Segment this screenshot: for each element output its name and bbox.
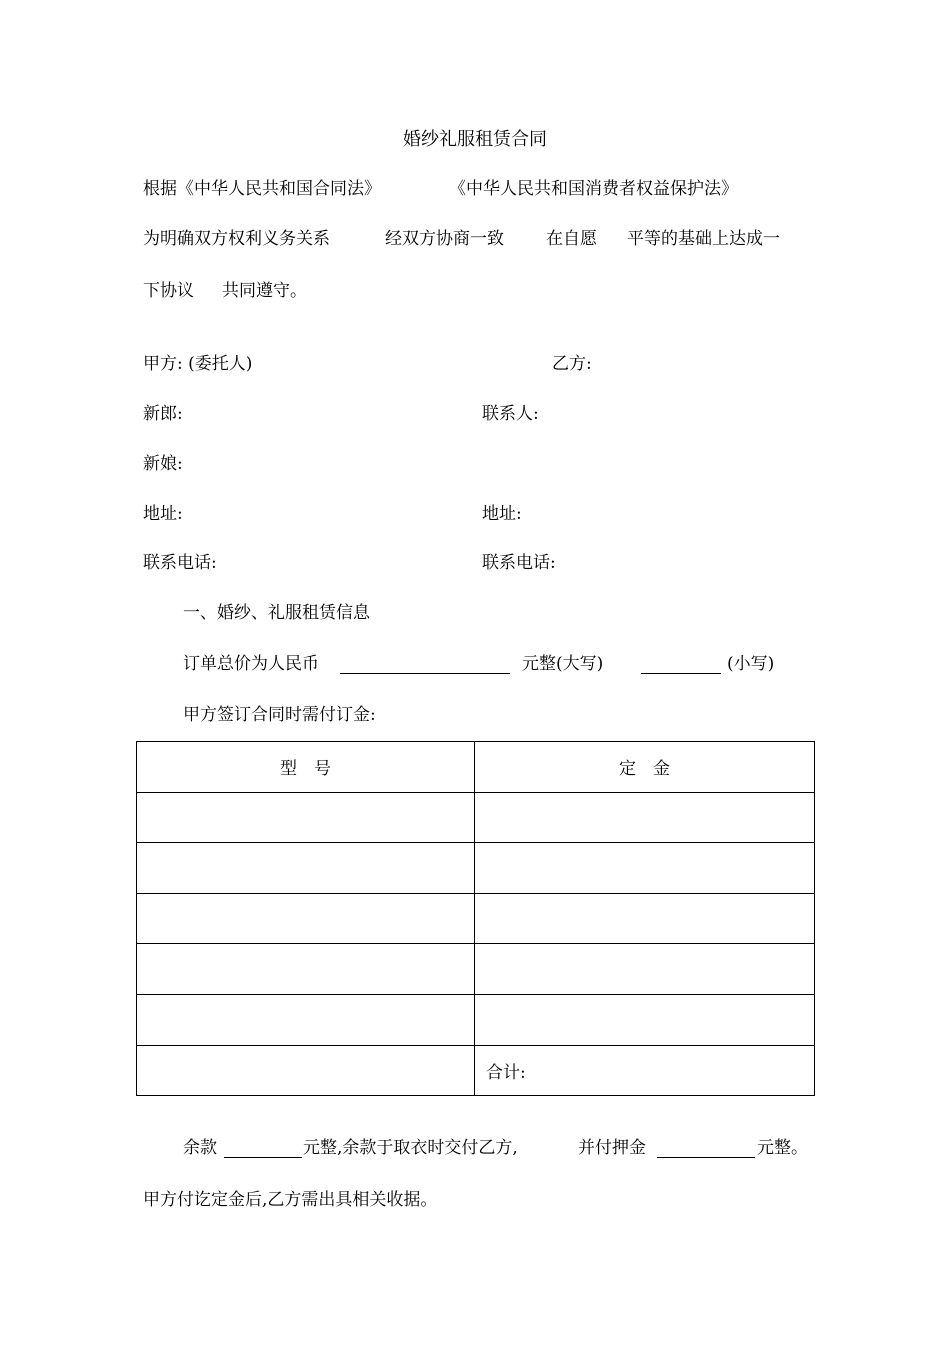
party-a-phone-label: 联系电话:	[143, 553, 217, 573]
model-cell[interactable]	[137, 994, 475, 1045]
section1-heading: 一、婚纱、礼服租赁信息	[183, 603, 370, 623]
model-cell[interactable]	[137, 792, 475, 843]
model-cell[interactable]	[137, 843, 475, 894]
deposit-cell[interactable]	[475, 792, 815, 843]
preamble-line2-a: 为明确双方权利义务关系	[143, 229, 330, 249]
security-deposit-blank	[657, 1142, 755, 1158]
party-b-address-label: 地址:	[482, 504, 522, 524]
deposit-table	[136, 741, 815, 1096]
closing-line: 甲方付讫定金后,乙方需出具相关收据。	[143, 1190, 438, 1210]
order-total-uppercase-blank	[340, 658, 510, 674]
party-b-label: 乙方:	[552, 354, 592, 374]
table-row	[137, 994, 815, 1045]
preamble-line3-a: 下协议	[143, 281, 194, 301]
preamble-line2-c: 在自愿	[546, 229, 597, 249]
preamble-line1-b: 《中华人民共和国消费者权益保护法》	[449, 179, 738, 199]
order-total-prefix: 订单总价为人民币	[183, 654, 319, 674]
security-deposit-suffix: 元整。	[757, 1138, 808, 1158]
balance-prefix: 余款	[183, 1138, 217, 1158]
table-total-row	[137, 1045, 815, 1096]
deposit-cell[interactable]	[475, 994, 815, 1045]
total-cell: 合计:	[475, 1045, 815, 1096]
preamble-line2-b: 经双方协商一致	[385, 229, 504, 249]
contact-person-label: 联系人:	[482, 404, 539, 424]
deposit-header: 定 金	[475, 742, 815, 793]
security-deposit-prefix: 并付押金	[578, 1138, 646, 1158]
table-row	[137, 944, 815, 995]
bride-label: 新娘:	[143, 454, 183, 474]
party-a-address-label: 地址:	[143, 504, 183, 524]
deposit-cell[interactable]	[475, 944, 815, 995]
balance-amount-blank	[224, 1142, 302, 1158]
balance-mid: 元整,余款于取衣时交付乙方,	[303, 1138, 518, 1158]
table-row	[137, 843, 815, 894]
preamble-line1-a: 根据《中华人民共和国合同法》	[143, 179, 381, 199]
model-header: 型 号	[137, 742, 475, 793]
order-total-lowercase-label: (小写)	[727, 654, 775, 674]
deposit-cell[interactable]	[475, 893, 815, 944]
table-row	[137, 792, 815, 843]
deposit-intro: 甲方签订合同时需付订金:	[183, 705, 376, 725]
table-row	[137, 893, 815, 944]
model-cell[interactable]	[137, 893, 475, 944]
deposit-cell[interactable]	[475, 843, 815, 894]
order-total-uppercase-label: 元整(大写)	[522, 654, 604, 674]
party-a-label: 甲方: (委托人)	[143, 354, 253, 374]
total-empty-cell[interactable]	[137, 1045, 475, 1096]
party-b-phone-label: 联系电话:	[482, 553, 556, 573]
order-total-lowercase-blank	[641, 658, 721, 674]
preamble-line2-d: 平等的基础上达成一	[627, 229, 780, 249]
groom-label: 新郎:	[143, 404, 183, 424]
preamble-line3-b: 共同遵守。	[222, 281, 307, 301]
document-title: 婚纱礼服租赁合同	[403, 129, 547, 150]
model-cell[interactable]	[137, 944, 475, 995]
table-header-row	[137, 742, 815, 793]
